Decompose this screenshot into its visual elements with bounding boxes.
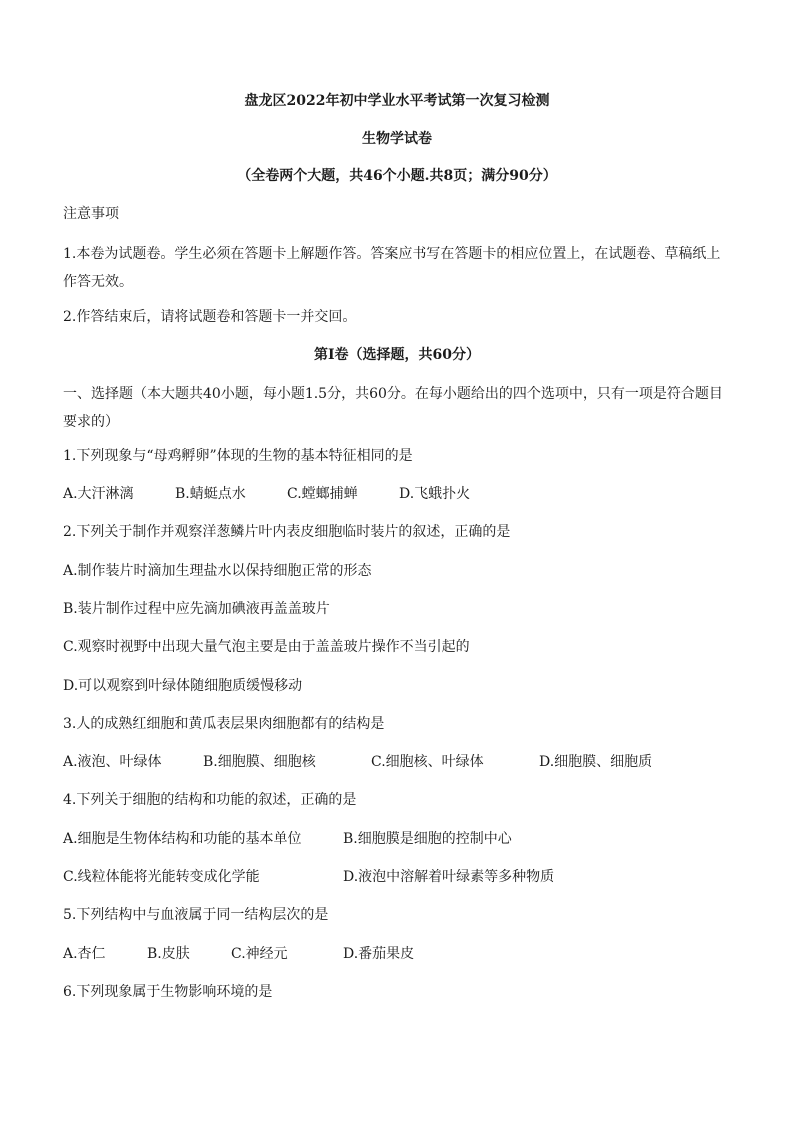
notice-heading: 注意事项 (63, 206, 119, 222)
question-5-option-c: C.神经元 (231, 946, 288, 962)
question-5-option-a: A.杏仁 (63, 946, 106, 962)
question-2-stem: 2.下列关于制作并观察洋葱鳞片叶内表皮细胞临时装片的叙述，正确的是 (63, 524, 511, 540)
question-4-stem: 4.下列关于细胞的结构和功能的叙述，正确的是 (63, 792, 357, 808)
question-3-option-d: D.细胞膜、细胞质 (539, 754, 653, 770)
exam-info: （全卷两个大题，共46个小题.共8页；满分90分） (237, 168, 557, 184)
question-2-option-a: A.制作装片时滴加生理盐水以保持细胞正常的形态 (63, 563, 372, 579)
question-4-option-a: A.细胞是生物体结构和功能的基本单位 (63, 831, 302, 847)
exam-title: 盘龙区2022年初中学业水平考试第一次复习检测 (244, 93, 550, 109)
question-5-option-d: D.番茄果皮 (343, 946, 415, 962)
notice-item-1: 1.本卷为试题卷。学生必须在答题卡上解题作答。答案应书写在答题卡的相应位置上，在试题卷、草稿纸上作答无效。 (63, 246, 721, 290)
question-4-option-d: D.液泡中溶解着叶绿素等多种物质 (343, 869, 555, 885)
question-1-option-a: A.大汗淋漓 (63, 486, 134, 502)
question-6-stem: 6.下列现象属于生物影响环境的是 (63, 984, 273, 1000)
question-2-option-d: D.可以观察到叶绿体随细胞质缓慢移动 (63, 678, 303, 694)
question-1-stem: 1.下列现象与“母鸡孵卵”体现的生物的基本特征相同的是 (63, 448, 413, 464)
question-5-option-b: B.皮肤 (147, 946, 190, 962)
question-1-option-c: C.螳螂捕蝉 (287, 486, 358, 502)
question-2-option-b: B.装片制作过程中应先滴加碘液再盖盖玻片 (63, 601, 330, 617)
section-title: 第I卷（选择题，共60分） (313, 347, 481, 363)
question-1-option-d: D.飞蛾扑火 (399, 486, 471, 502)
question-3-option-a: A.液泡、叶绿体 (63, 754, 162, 770)
question-3-option-b: B.细胞膜、细胞核 (203, 754, 316, 770)
question-2-option-c: C.观察时视野中出现大量气泡主要是由于盖盖玻片操作不当引起的 (63, 639, 470, 655)
question-5-stem: 5.下列结构中与血液属于同一结构层次的是 (63, 907, 329, 923)
question-3-option-c: C.细胞核、叶绿体 (371, 754, 484, 770)
notice-item-2: 2.作答结束后，请将试题卷和答题卡一并交回。 (63, 309, 357, 325)
question-4-option-c: C.线粒体能将光能转变成化学能 (63, 869, 260, 885)
question-1-option-b: B.蜻蜓点水 (175, 486, 246, 502)
question-3-stem: 3.人的成熟红细胞和黄瓜表层果肉细胞都有的结构是 (63, 716, 385, 732)
question-4-option-b: B.细胞膜是细胞的控制中心 (343, 831, 512, 847)
section-instructions: 一、选择题（本大题共40小题，每小题1.5分，共60分。在每小题给出的四个选项中，只有一项是符合题目要求的） (63, 386, 723, 430)
exam-subtitle: 生物学试卷 (362, 131, 432, 147)
